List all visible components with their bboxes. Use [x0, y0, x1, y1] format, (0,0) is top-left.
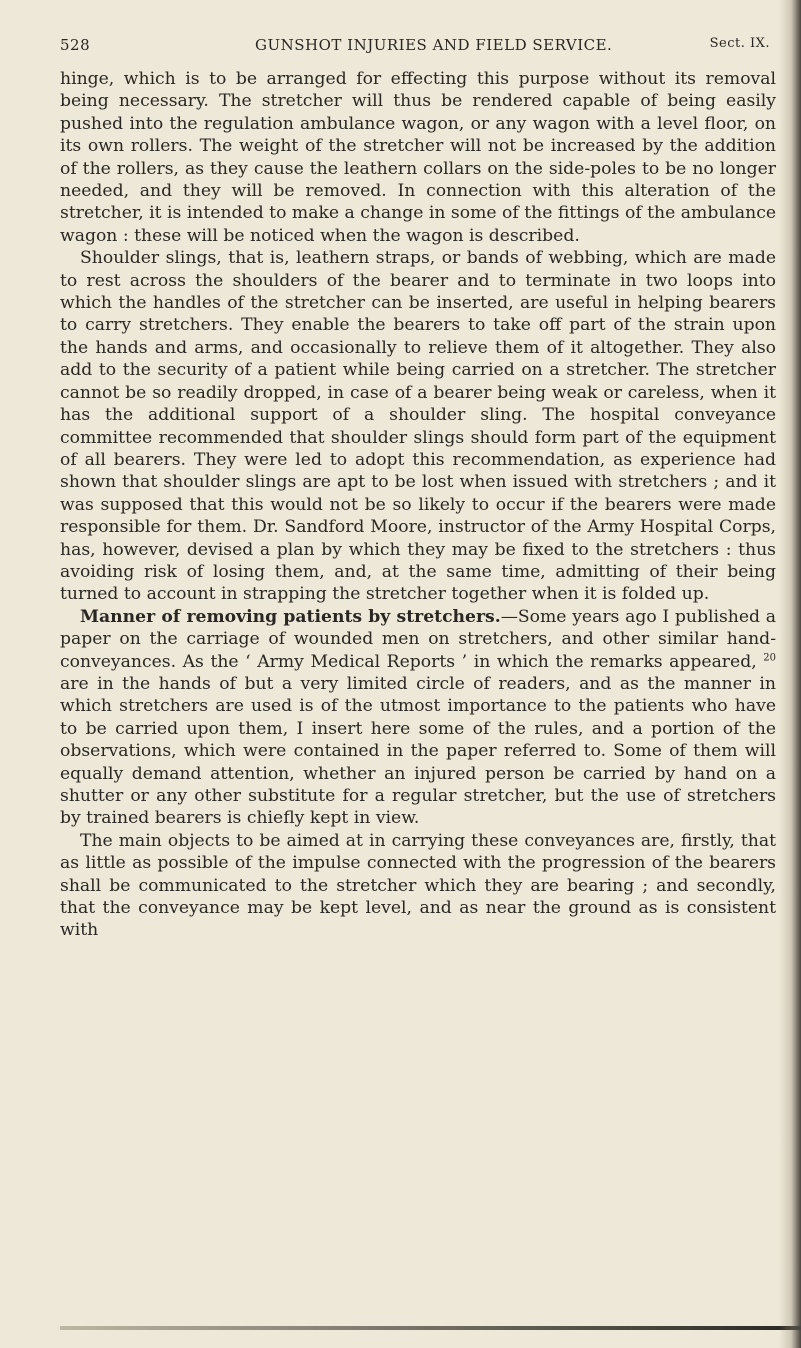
footnote-reference[interactable]: 20 [763, 651, 776, 663]
page-number: 528 [60, 36, 91, 54]
page-header [60, 36, 780, 62]
paragraph-text: The main objects to be aimed at in carrying these conveyances are, firstly, that as little as possible of the impulse connected with the progression of the bearers shall be communicated to the stretcher which they are bearing ; and secondly, that the conveyance may be kept level, and as near the ground as is consistent with [60, 830, 776, 941]
running-head: GUNSHOT INJURIES AND FIELD SERVICE. [255, 36, 613, 54]
paragraph-text-continued: are in the hands of but a very limited circle of readers, and as the manner in which stretchers are used is of the utmost importance to the patients who have to be carried upon them, I insert here some of the rules, and a portion of the observations, which were contained in the paper referred to. Some of them will equally demand attention, whether an injured person be carried by hand on a shutter or any other substitute for a regular stretcher, but the use of stretchers by trained bearers is chiefly kept in view. [60, 673, 776, 829]
paragraph-manner-of-removing [60, 606, 776, 830]
paragraph-main-objects [60, 830, 776, 942]
paragraph-text: hinge, which is to be arranged for effecting this purpose without its removal being necessary. The stretcher will thus be rendered capable of being easily pushed into the regulation ambulance wagon, or any wagon with a level floor, on its own rollers. The weight of the stretcher will not be increased by the addition of the rollers, as they cause the leathern collars on the side-poles to be no longer needed, and they will be removed. In connection with this alteration of the stretcher, it is intended to make a change in some of the fittings of the ambulance wagon : these will be noticed when the wagon is described. [60, 69, 776, 246]
body-text [60, 68, 776, 942]
paragraph-stretcher-hinge [60, 68, 776, 247]
paragraph-lead-heading: Manner of removing patients by stretchers. [80, 606, 501, 627]
paragraph-text: Shoulder slings, that is, leathern straps, or bands of webbing, which are made to rest across the shoulders of the bearer and to terminate in two loops into which the handles of the stretcher can be inserted, are useful in helping bearers to carry stretchers. They enable the bearers to take off part of the strain upon the hands and arms, and occasionally to relieve them of it altogether. They also add to the security of a patient while being carried on a stretcher. The stretcher cannot be so readily dropped, in case of a bearer being weak or careless, when it has the additional support of a shoulder sling. The hospital conveyance committee recommended that shoulder slings should form part of the equipment of all bearers. They were led to adopt this recommendation, as experience had shown that shoulder slings are apt to be lost when issued with stretchers ; and it was supposed that this would not be so likely to occur if the bearers were made responsible for them. Dr. Sandford Moore, instructor of the Army Hospital Corps, has, however, devised a plan by which they may be fixed to the stretchers : thus avoiding risk of losing them, and, at the same time, admitting of their being turned to account in strapping the stretcher together when it is folded up. [60, 248, 776, 605]
paragraph-shoulder-slings [60, 247, 776, 606]
bottom-rule [60, 1326, 801, 1330]
page-edge-shadow [779, 0, 801, 1348]
paragraph-text: —Some years ago I published a paper on the carriage of wounded men on stretchers, and other similar hand-conveyances. As the ‘ Army Medical Reports ’ in which the remarks appeared, [60, 606, 776, 672]
section-label: Sect. IX. [709, 36, 770, 51]
